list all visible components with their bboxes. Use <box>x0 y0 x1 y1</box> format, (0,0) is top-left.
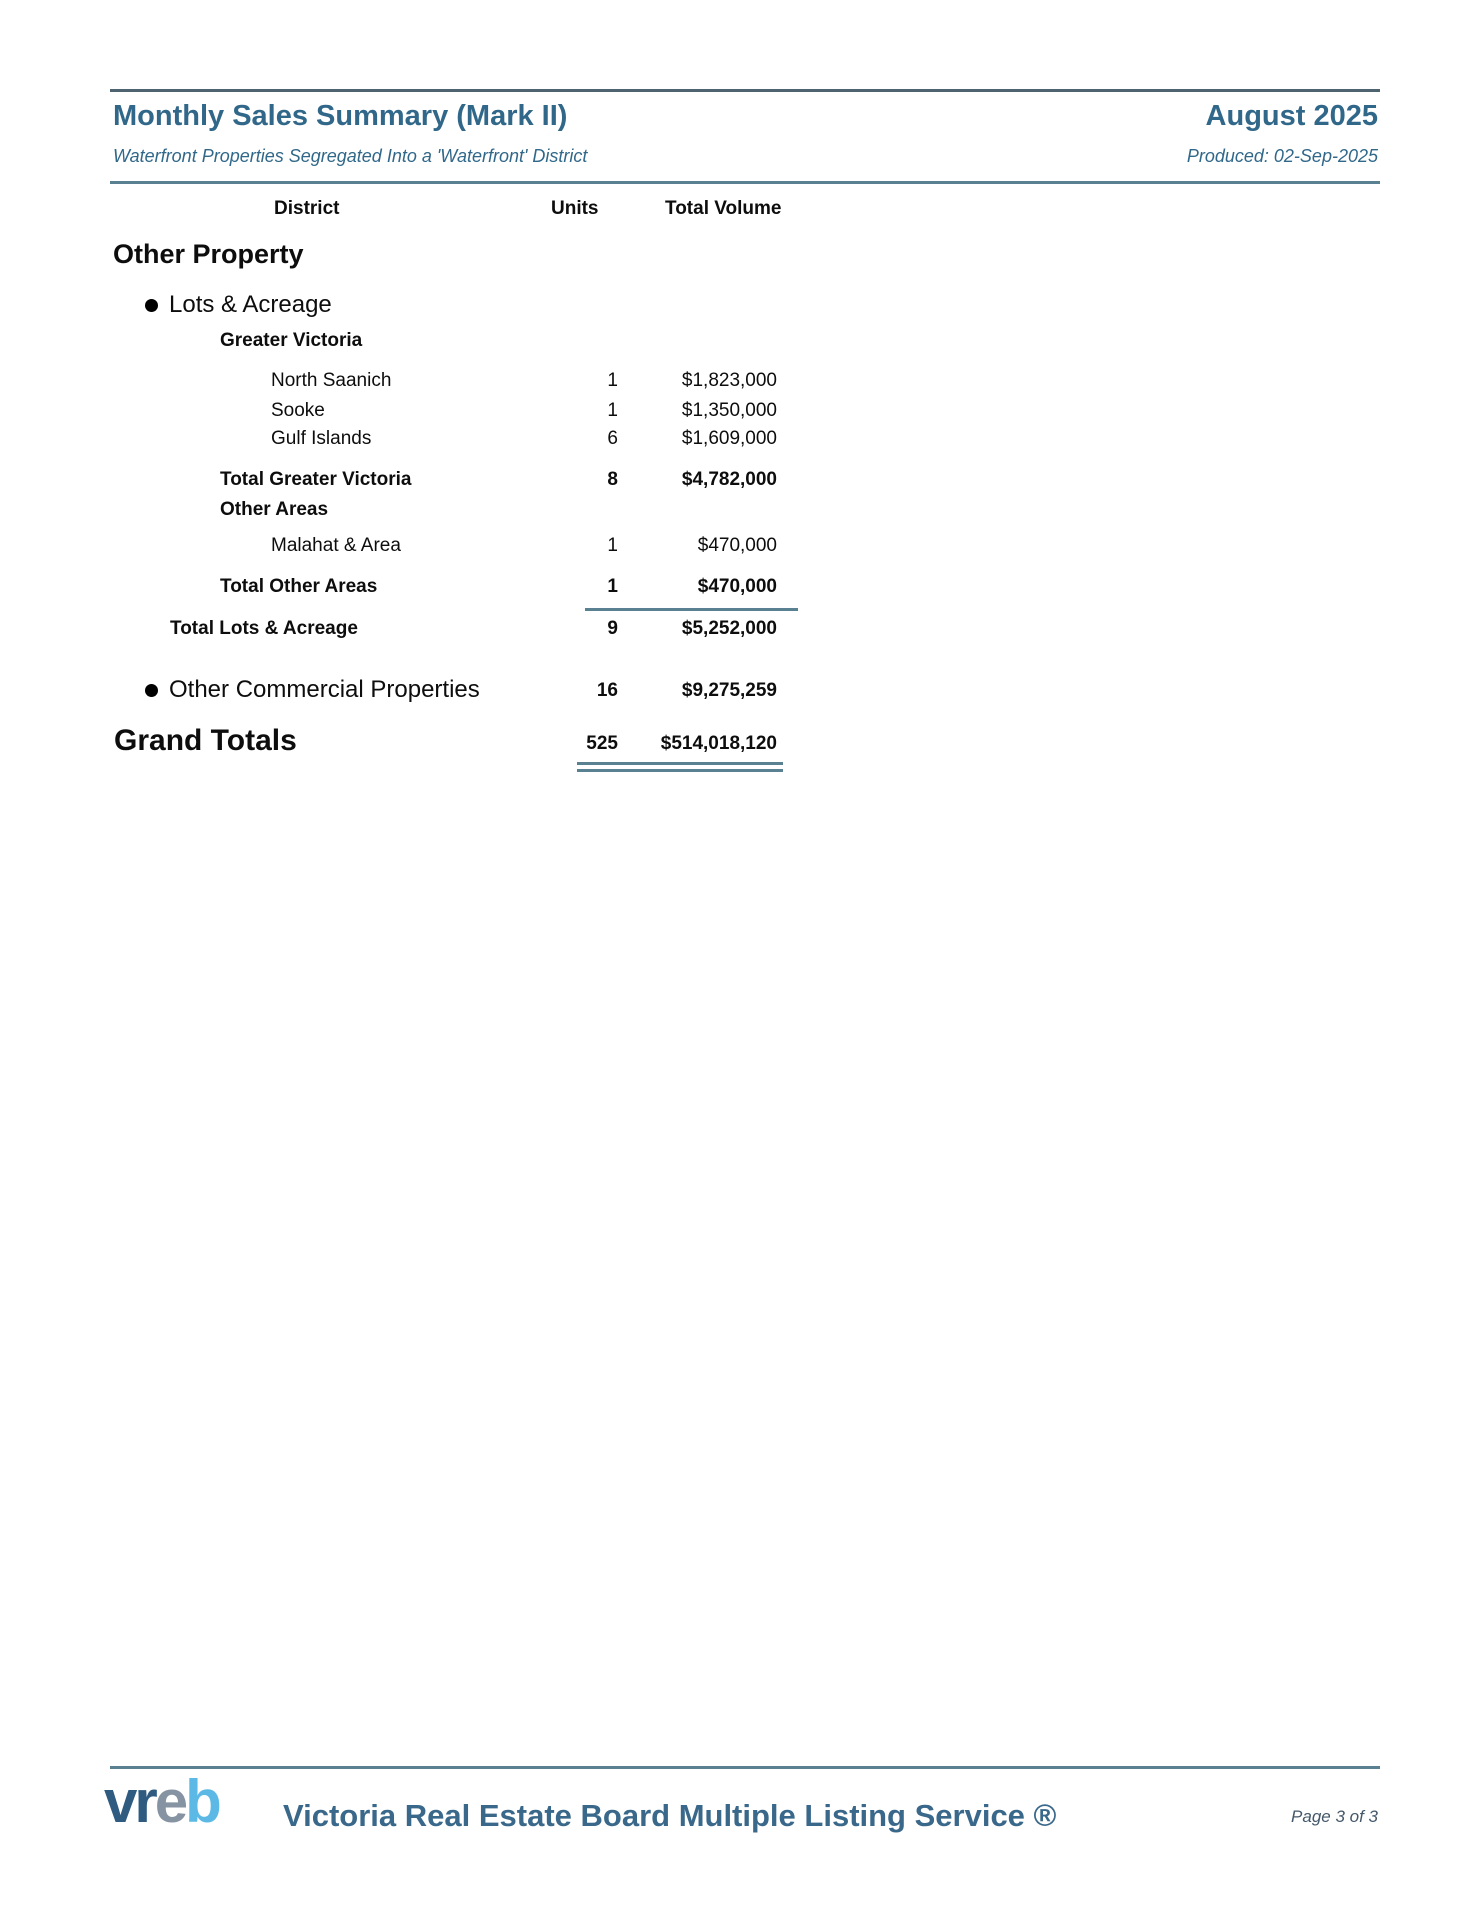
row-units: 6 <box>607 428 618 449</box>
bullet-icon <box>145 299 158 312</box>
total-greater-victoria-volume: $4,782,000 <box>681 469 777 490</box>
row-volume: $1,609,000 <box>681 428 777 449</box>
total-other-areas-label: Total Other Areas <box>220 576 378 597</box>
vreb-logo-b: b <box>185 1768 219 1835</box>
bullet-icon <box>145 684 158 697</box>
column-header-district: District <box>274 198 340 219</box>
total-lots-acreage-volume: $5,252,000 <box>681 618 777 639</box>
total-lots-acreage-units: 9 <box>607 618 618 639</box>
column-header-volume: Total Volume <box>665 198 782 219</box>
other-commercial-units: 16 <box>596 680 618 701</box>
vreb-logo-e: e <box>154 1768 186 1835</box>
vreb-logo-vr: vr <box>104 1768 155 1835</box>
row-district: Gulf Islands <box>271 428 372 449</box>
row-volume: $1,350,000 <box>681 400 777 421</box>
total-greater-victoria-units: 8 <box>607 469 618 490</box>
page-number: Page 3 of 3 <box>1291 1807 1378 1826</box>
row-units: 1 <box>607 400 618 421</box>
report-period: August 2025 <box>1205 100 1378 132</box>
footer-rule <box>110 1766 1380 1769</box>
grand-totals-label: Grand Totals <box>114 724 297 757</box>
grand-totals-volume: $514,018,120 <box>660 733 777 754</box>
vreb-logo <box>104 1768 219 1835</box>
page-title: Monthly Sales Summary (Mark II) <box>113 100 568 132</box>
section-heading-other-property: Other Property <box>113 239 304 269</box>
row-volume: $470,000 <box>697 535 777 556</box>
row-district: North Saanich <box>271 370 392 391</box>
header-top-rule <box>110 89 1380 92</box>
subsection-lots-acreage: Lots & Acreage <box>169 291 332 318</box>
grand-total-double-rule <box>577 762 783 772</box>
row-district: Sooke <box>271 400 325 421</box>
footer-service-name: Victoria Real Estate Board Multiple Listing Service ® <box>283 1798 1057 1833</box>
row-units: 1 <box>607 535 618 556</box>
row-units: 1 <box>607 370 618 391</box>
total-greater-victoria-label: Total Greater Victoria <box>220 469 412 490</box>
group-heading-other-areas: Other Areas <box>220 499 329 520</box>
report-subtitle: Waterfront Properties Segregated Into a 'Waterfront' District <box>113 146 588 166</box>
total-other-areas-volume: $470,000 <box>697 576 777 597</box>
grand-totals-units: 525 <box>586 733 618 754</box>
subtotal-rule <box>585 608 798 611</box>
row-volume: $1,823,000 <box>681 370 777 391</box>
column-header-units: Units <box>551 198 599 219</box>
header-bottom-rule <box>110 181 1380 184</box>
subsection-other-commercial: Other Commercial Properties <box>169 676 480 703</box>
row-district: Malahat & Area <box>271 535 401 556</box>
total-other-areas-units: 1 <box>607 576 618 597</box>
produced-date: Produced: 02-Sep-2025 <box>1186 146 1378 166</box>
other-commercial-volume: $9,275,259 <box>681 680 777 701</box>
total-lots-acreage-label: Total Lots & Acreage <box>170 618 358 639</box>
group-heading-greater-victoria: Greater Victoria <box>220 330 363 351</box>
